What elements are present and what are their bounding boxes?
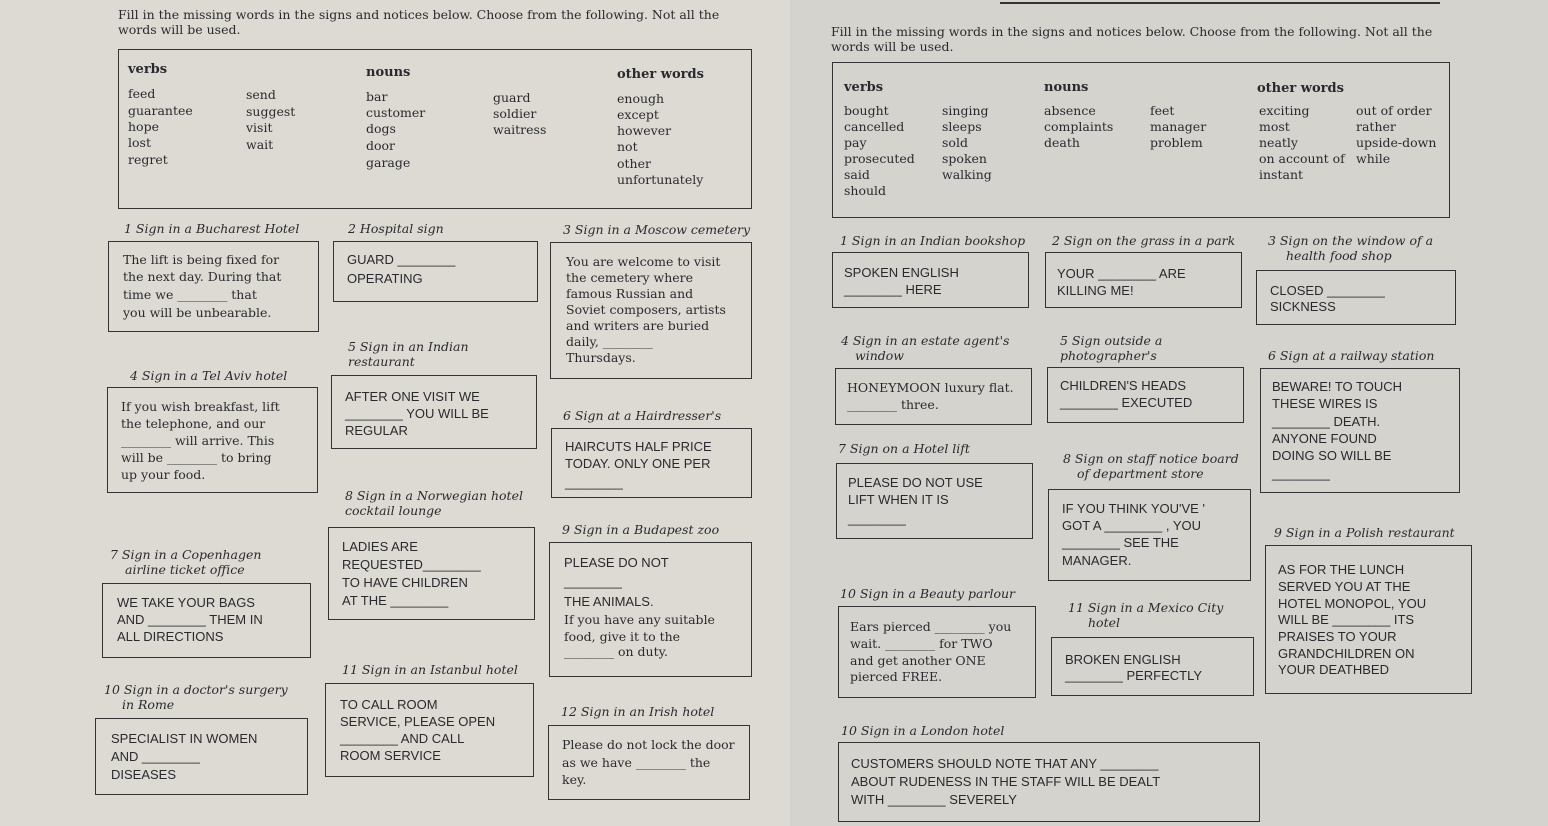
word-other: neatly — [1259, 135, 1298, 150]
right-sign-12-london-hotel — [838, 742, 1260, 822]
top-rule — [1000, 2, 1440, 4]
word-other: rather — [1356, 119, 1396, 134]
word-verb: hope — [128, 119, 159, 134]
sign-line: PLEASE DO NOT — [564, 555, 669, 570]
caption-sign-3: 3 Sign in a Moscow cemetery — [563, 222, 751, 237]
caption-line: airline ticket office — [125, 562, 245, 577]
sign-line: famous Russian and — [566, 286, 694, 301]
sign-line: BEWARE! TO TOUCH — [1272, 379, 1403, 394]
caption-sign-10 — [104, 682, 288, 712]
right-sign-6-railway-station — [1260, 368, 1460, 493]
sign-line: PLEASE DO NOT USE — [848, 475, 983, 490]
sign-line: SPOKEN ENGLISH — [844, 265, 959, 280]
word-other: however — [617, 123, 672, 138]
sign-line: THESE WIRES IS — [1272, 396, 1378, 411]
caption-line: 5 Sign outside a — [1060, 333, 1163, 348]
sign-1-bucharest — [108, 241, 319, 332]
word-noun: manager — [1150, 119, 1207, 134]
sign-line: ________ on duty. — [564, 644, 668, 659]
sign-line: CUSTOMERS SHOULD NOTE THAT ANY ________ — [851, 756, 1159, 771]
word-verb: walking — [942, 167, 992, 182]
left-instruction-line: words will be used. — [118, 22, 241, 37]
sign-line: TO CALL ROOM — [340, 697, 438, 712]
sign-line: ________ HERE — [844, 282, 942, 297]
caption-sign-11: 11 Sign in an Istanbul hotel — [342, 662, 518, 677]
sign-line: ________ — [1272, 466, 1330, 481]
sign-line: LIFT WHEN IT IS — [848, 492, 949, 507]
caption-line: photographer's — [1060, 348, 1157, 363]
sign-line: WE TAKE YOUR BAGS — [117, 595, 255, 610]
right-sign-9-polish-restaurant — [1265, 545, 1472, 694]
sign-line: ________ — [564, 574, 622, 589]
caption-line: 10 Sign in a doctor's surgery — [104, 682, 288, 697]
sign-line: the telephone, and our — [121, 416, 266, 431]
left-word-box — [118, 49, 752, 209]
word-other: unfortunately — [617, 172, 704, 187]
right-sign-4-estate-agent — [835, 368, 1032, 425]
sign-line: HOTEL MONOPOL, YOU — [1278, 596, 1427, 611]
word-other: enough — [617, 91, 665, 106]
sign-line: SERVICE, PLEASE OPEN — [340, 714, 496, 729]
sign-line: pierced FREE. — [850, 669, 943, 684]
word-verb: wait — [246, 137, 274, 152]
right-instruction — [831, 24, 1432, 54]
sign-line: will be ________ to bring — [121, 450, 272, 465]
sign-5-indian-restaurant — [331, 375, 537, 449]
caption-right-sign-5 — [1060, 333, 1162, 363]
word-verb: bought — [844, 103, 889, 118]
sign-10-doctors-surgery — [95, 718, 308, 795]
caption-right-sign-11 — [1068, 600, 1223, 630]
right-word-box — [832, 62, 1450, 218]
sign-line: REQUESTED________ — [342, 557, 481, 572]
caption-right-sign-1: 1 Sign in an Indian bookshop — [840, 233, 1026, 248]
sign-line: ROOM SERVICE — [340, 748, 441, 763]
sign-line: THE ANIMALS. — [564, 594, 654, 609]
sign-line: ________ YOU WILL BE — [345, 406, 489, 421]
sign-line: ________ — [565, 475, 623, 490]
word-verb: should — [844, 183, 887, 198]
caption-line: cocktail lounge — [345, 503, 442, 518]
sign-line: OPERATING — [347, 271, 423, 286]
heading-verbs: verbs — [128, 62, 168, 77]
sign-8-norwegian-hotel — [328, 527, 535, 620]
word-other: upside-down — [1356, 135, 1437, 150]
caption-sign-1: 1 Sign in a Bucharest Hotel — [124, 221, 300, 236]
right-sign-11-mexico-city-hotel — [1051, 637, 1254, 696]
sign-line: TO HAVE CHILDREN — [342, 575, 468, 590]
sign-line: time we ________ that — [123, 287, 257, 302]
caption-line: restaurant — [348, 354, 415, 369]
caption-line: 3 Sign on the window of a — [1268, 233, 1434, 248]
word-other: other — [617, 156, 651, 171]
sign-line: If you wish breakfast, lift — [121, 399, 280, 414]
sign-line: AND ________ THEM IN — [117, 612, 263, 627]
sign-line: as we have ________ the — [562, 755, 711, 770]
word-other: out of order — [1356, 103, 1432, 118]
heading-verbs: verbs — [844, 80, 884, 95]
sign-2-hospital — [333, 241, 538, 302]
word-noun: dogs — [366, 121, 396, 136]
word-noun: waitress — [493, 122, 547, 137]
word-verb: suggest — [246, 104, 296, 119]
caption-right-sign-2: 2 Sign on the grass in a park — [1052, 233, 1236, 248]
sign-line: and get another ONE — [850, 653, 986, 668]
word-noun: absence — [1044, 103, 1096, 118]
caption-line: health food shop — [1286, 248, 1392, 263]
caption-line: 8 Sign in a Norwegian hotel — [345, 488, 523, 503]
sign-line: If you have any suitable — [564, 612, 715, 627]
sign-line: AND ________ — [111, 749, 200, 764]
sign-line: HONEYMOON luxury flat. — [847, 380, 1014, 395]
word-noun: complaints — [1044, 119, 1114, 134]
sign-line: MANAGER. — [1062, 553, 1132, 568]
sign-line: ________ PERFECTLY — [1065, 668, 1203, 683]
word-noun: door — [366, 138, 396, 153]
caption-line: hotel — [1088, 615, 1120, 630]
caption-sign-5 — [348, 339, 469, 369]
sign-line: CLOSED ________ — [1270, 283, 1385, 298]
caption-sign-9: 9 Sign in a Budapest zoo — [562, 522, 720, 537]
left-instruction-line: Fill in the missing words in the signs and notices below. Choose from the following. Not all the — [118, 7, 720, 22]
word-noun: customer — [366, 105, 426, 120]
sign-line: ________ EXECUTED — [1060, 395, 1193, 410]
sign-line: Please do not lock the door — [562, 737, 735, 752]
word-verb: singing — [942, 103, 989, 118]
sign-line: ________ SEE THE — [1062, 535, 1179, 550]
word-verb: visit — [246, 120, 273, 135]
word-verb: sleeps — [942, 119, 982, 134]
word-noun: garage — [366, 155, 411, 170]
word-other: most — [1259, 119, 1290, 134]
right-instruction-line: words will be used. — [831, 39, 954, 54]
caption-sign-12: 12 Sign in an Irish hotel — [561, 704, 715, 719]
sign-line: food, give it to the — [564, 629, 681, 644]
sign-line: You are welcome to visit — [566, 254, 721, 269]
word-verb: sold — [942, 135, 968, 150]
sign-line: KILLING ME! — [1057, 283, 1134, 298]
word-verb: send — [246, 87, 276, 102]
word-verb: said — [844, 167, 870, 182]
caption-sign-4: 4 Sign in a Tel Aviv hotel — [130, 368, 288, 383]
right-sign-5-photographer — [1047, 367, 1244, 423]
sign-line: and writers are buried — [566, 318, 710, 333]
left-instruction — [118, 7, 719, 37]
sign-11-istanbul-hotel — [325, 683, 534, 777]
word-verb: lost — [128, 135, 151, 150]
sign-line: LADIES ARE — [342, 539, 418, 554]
caption-line: 5 Sign in an Indian — [348, 339, 469, 354]
word-other: while — [1356, 151, 1391, 166]
word-verb: pay — [844, 135, 867, 150]
sign-line: HAIRCUTS HALF PRICE — [565, 439, 712, 454]
heading-nouns: nouns — [366, 65, 411, 80]
word-verb: spoken — [942, 151, 987, 166]
caption-right-sign-10: 10 Sign in a Beauty parlour — [840, 586, 1016, 601]
caption-right-sign-3 — [1268, 233, 1433, 263]
sign-line: AS FOR THE LUNCH — [1278, 562, 1405, 577]
heading-other-words: other words — [617, 67, 704, 82]
sign-line: ________ will arrive. This — [121, 433, 275, 448]
caption-sign-6: 6 Sign at a Hairdresser's — [563, 408, 722, 423]
sign-line: daily, ________ — [566, 334, 653, 349]
sign-line: up your food. — [121, 467, 206, 482]
sign-line: SPECIALIST IN WOMEN — [111, 731, 258, 746]
word-noun: soldier — [493, 106, 537, 121]
sign-line: IF YOU THINK YOU'VE ' — [1062, 501, 1205, 516]
caption-right-sign-7: 7 Sign on a Hotel lift — [838, 441, 970, 456]
word-noun: problem — [1150, 135, 1203, 150]
caption-line: window — [855, 348, 904, 363]
sign-line: GUARD ________ — [347, 252, 456, 267]
sign-line: ________ three. — [847, 397, 939, 412]
sign-line: ________ — [848, 511, 906, 526]
right-sign-8-staff-notice-board — [1048, 489, 1251, 581]
sign-4-tel-aviv — [107, 387, 318, 493]
right-instruction-line: Fill in the missing words in the signs and notices below. Choose from the following. Not all the — [831, 24, 1433, 39]
caption-line: 4 Sign in an estate agent's — [841, 333, 1010, 348]
caption-line: 11 Sign in a Mexico City — [1068, 600, 1224, 615]
caption-right-sign-9: 9 Sign in a Polish restaurant — [1274, 525, 1455, 540]
sign-line: ________ DEATH. — [1272, 414, 1381, 429]
sign-line: SERVED YOU AT THE — [1278, 579, 1411, 594]
sign-line: REGULAR — [345, 423, 408, 438]
caption-sign-7 — [110, 547, 261, 577]
sign-line: Ears pierced ________ you — [850, 619, 1012, 634]
sign-line: ANYONE FOUND — [1272, 431, 1377, 446]
caption-right-sign-4 — [841, 333, 1009, 363]
word-verb: regret — [128, 152, 168, 167]
sign-line: CHILDREN'S HEADS — [1060, 378, 1187, 393]
sign-line: YOUR ________ ARE — [1057, 266, 1186, 281]
sign-line: DISEASES — [111, 767, 177, 782]
caption-right-sign-12: 10 Sign in a London hotel — [841, 723, 1005, 738]
sign-line: TODAY. ONLY ONE PER — [565, 456, 711, 471]
word-verb: guarantee — [128, 103, 193, 118]
word-verb: cancelled — [844, 119, 905, 134]
sign-line: YOUR DEATHBED — [1278, 662, 1389, 677]
sign-3-moscow-cemetery — [550, 242, 752, 379]
sign-line: GOT A ________ , YOU — [1062, 518, 1202, 533]
word-other: instant — [1259, 167, 1304, 182]
sign-line: DOING SO WILL BE — [1272, 448, 1392, 463]
word-verb: prosecuted — [844, 151, 915, 166]
sign-6-hairdresser — [551, 428, 752, 498]
word-verb: feed — [128, 86, 156, 101]
sign-line: WITH ________ SEVERELY — [851, 792, 1017, 807]
caption-line: 8 Sign on staff notice board — [1063, 451, 1239, 466]
word-other: exciting — [1259, 103, 1310, 118]
sign-line: AT THE ________ — [342, 593, 449, 608]
sign-12-irish-hotel — [548, 725, 750, 800]
caption-right-sign-8 — [1063, 451, 1239, 481]
caption-right-sign-6: 6 Sign at a railway station — [1268, 348, 1435, 363]
sign-line: BROKEN ENGLISH — [1065, 652, 1181, 667]
sign-line: the cemetery where — [566, 270, 694, 285]
sign-9-budapest-zoo — [549, 542, 752, 677]
caption-line: of department store — [1077, 466, 1204, 481]
sign-line: the next day. During that — [123, 269, 282, 284]
sign-line: key. — [562, 772, 587, 787]
sign-line: ABOUT RUDENESS IN THE STAFF WILL BE DEALT — [851, 774, 1161, 789]
word-noun: feet — [1150, 103, 1175, 118]
sign-line: PRAISES TO YOUR — [1278, 629, 1397, 644]
right-sign-7-hotel-lift — [836, 463, 1033, 539]
heading-other-words: other words — [1257, 81, 1344, 96]
caption-sign-8 — [345, 488, 523, 518]
word-other: not — [617, 139, 638, 154]
sign-7-copenhagen — [102, 583, 311, 658]
sign-line: wait. ________ for TWO — [850, 636, 993, 651]
heading-nouns: nouns — [1044, 80, 1089, 95]
sign-line: ________ AND CALL — [340, 731, 465, 746]
word-other: except — [617, 107, 659, 122]
sign-line: The lift is being fixed for — [123, 252, 280, 267]
caption-line: 7 Sign in a Copenhagen — [110, 547, 262, 562]
sign-line: Soviet composers, artists — [566, 302, 726, 317]
sign-line: Thursdays. — [566, 350, 636, 365]
sign-line: SICKNESS — [1270, 299, 1336, 314]
sign-line: AFTER ONE VISIT WE — [345, 389, 480, 404]
word-noun: bar — [366, 89, 388, 104]
right-sign-3-health-food-shop — [1256, 270, 1456, 325]
caption-sign-2: 2 Hospital sign — [348, 221, 444, 236]
word-other: on account of — [1259, 151, 1345, 166]
right-sign-10-beauty-parlour — [838, 606, 1036, 698]
word-noun: death — [1044, 135, 1080, 150]
right-sign-1-indian-bookshop — [832, 252, 1029, 308]
sign-line: GRANDCHILDREN ON — [1278, 646, 1415, 661]
sign-line: ALL DIRECTIONS — [117, 629, 224, 644]
word-noun: guard — [493, 90, 531, 105]
right-sign-2-park-grass — [1045, 252, 1242, 308]
sign-line: WILL BE ________ ITS — [1278, 612, 1415, 627]
sign-line: you will be unbearable. — [123, 305, 272, 320]
caption-line: in Rome — [122, 697, 175, 712]
